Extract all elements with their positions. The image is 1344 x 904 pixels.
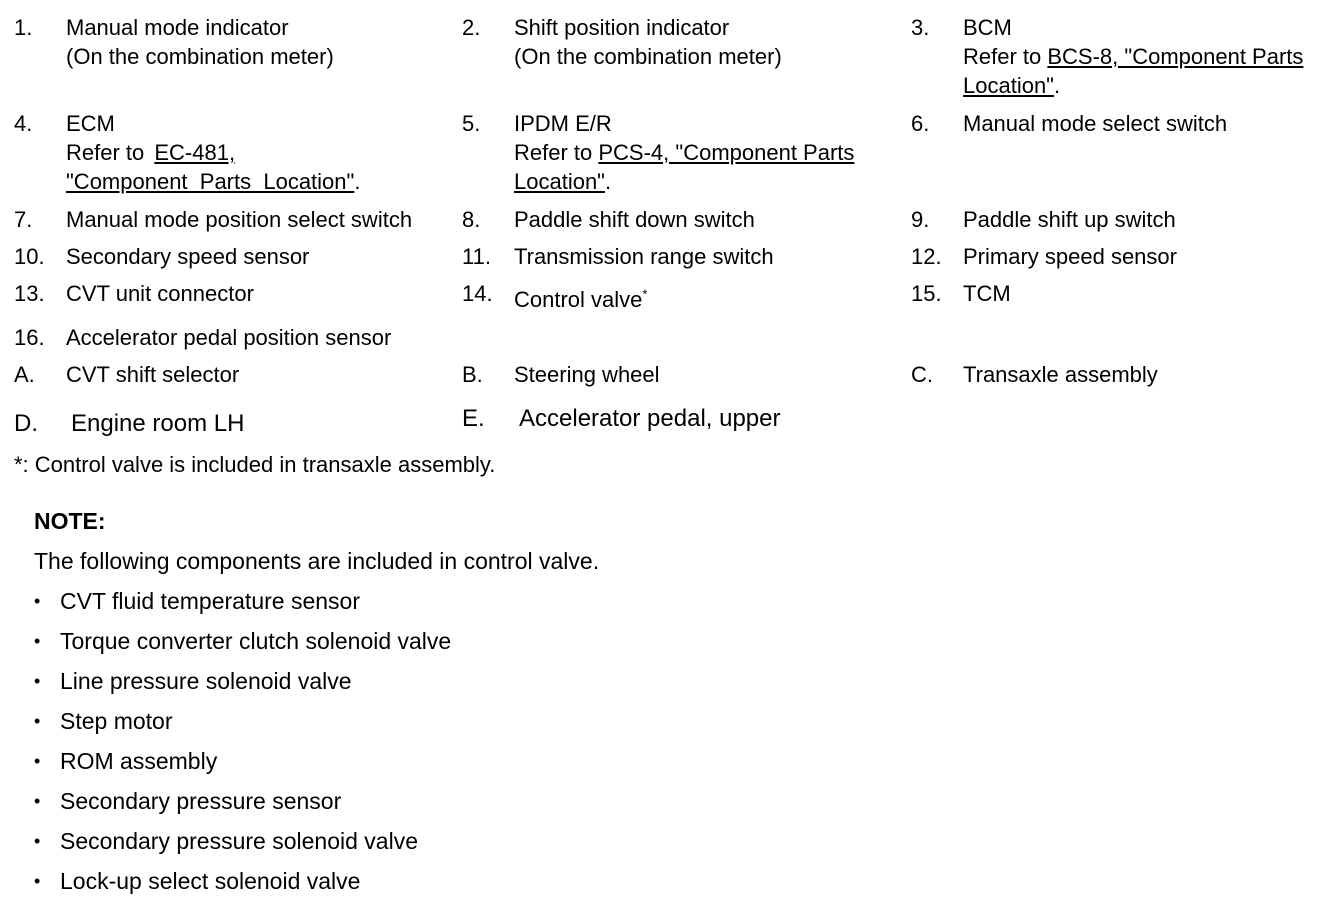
note-list [34,584,599,904]
legend-label: Accelerator pedal, upper [519,405,781,432]
legend-number: 15. [911,281,942,306]
note-intro: The following components are included in control valve. [34,548,600,574]
legend-sublabel: (On the combination meter) [66,44,334,69]
list-item: • ROM assembly [34,744,599,784]
legend-number: 11. [462,244,491,269]
legend-number: 10. [14,244,45,269]
legend-number: 4. [14,111,33,136]
legend-number: 14. [462,281,493,306]
bullet-icon: • [34,591,41,611]
bullet-icon: • [34,671,41,691]
reference-link-ec-481-cont[interactable]: "Component Parts Location" [66,169,355,194]
legend-number: 8. [462,207,481,232]
reference-prefix: Refer to [514,140,599,165]
bullet-icon: • [34,711,41,731]
list-item: • Secondary pressure sensor [34,784,599,824]
reference-prefix: Refer to [66,140,151,165]
legend-number: 3. [911,15,930,40]
bullet-icon: • [34,631,41,651]
legend-label: CVT shift selector [66,362,240,387]
legend-number: 12. [911,244,942,269]
reference-link-bcs-8[interactable]: BCS-8, "Component Parts [1047,44,1304,69]
legend-sublabel: (On the combination meter) [514,44,782,69]
legend-label: BCM [963,15,1012,40]
legend-label: IPDM E/R [514,111,612,136]
list-item: • Lock-up select solenoid valve [34,864,599,904]
list-item: • Secondary pressure solenoid valve [34,824,599,864]
footnote-marker: * [642,286,648,302]
legend-letter: D. [14,410,38,437]
legend-number: 7. [14,207,33,232]
reference-link-bcs-8-cont[interactable]: Location" [963,73,1054,98]
reference-suffix: . [1054,73,1061,98]
legend-label: Manual mode indicator [66,15,289,40]
legend-number: 2. [462,15,481,40]
bullet-icon: • [34,751,41,771]
legend-label: Paddle shift down switch [514,207,755,232]
legend-label: Manual mode select switch [963,111,1228,136]
legend-label: Engine room LH [71,410,245,437]
list-item: • Torque converter clutch solenoid valve [34,624,599,664]
note-section [34,504,599,904]
bullet-icon: • [34,831,41,851]
legend-label: Steering wheel [514,362,660,387]
list-item: • Line pressure solenoid valve [34,664,599,704]
legend-label: Secondary speed sensor [66,244,310,269]
legend-label: Paddle shift up switch [963,207,1176,232]
legend-number: 1. [14,15,33,40]
legend-letter: E. [462,405,485,432]
legend-label: Control valve [514,287,643,312]
legend-letter: B. [462,362,483,387]
reference-link-ec-481[interactable]: EC-481, [154,140,236,165]
legend-label: CVT unit connector [66,281,254,306]
legend-label: Shift position indicator [514,15,730,40]
legend-label: Primary speed sensor [963,244,1177,269]
legend-label: Accelerator pedal position sensor [66,325,392,350]
footnote: *: Control valve is included in transaxle assembly. [14,452,496,477]
legend-letter: A. [14,362,35,387]
reference-suffix: . [605,169,612,194]
reference-link-pcs-4[interactable]: PCS-4, "Component Parts [598,140,855,165]
reference-suffix: . [354,169,361,194]
legend-number: 5. [462,111,481,136]
legend-label: Manual mode position select switch [66,207,413,232]
bullet-icon: • [34,791,41,811]
legend-label: Transaxle assembly [963,362,1158,387]
reference-link-pcs-4-cont[interactable]: Location" [514,169,605,194]
legend-number: 6. [911,111,930,136]
legend-number: 9. [911,207,930,232]
list-item: • Step motor [34,704,599,744]
legend-number: 13. [14,281,45,306]
legend-label: ECM [66,111,115,136]
reference-prefix: Refer to [963,44,1048,69]
note-title: NOTE: [34,508,106,534]
legend-letter: C. [911,362,933,387]
list-item: • CVT fluid temperature sensor [34,584,599,624]
legend-label: Transmission range switch [514,244,774,269]
legend-label: TCM [963,281,1011,306]
bullet-icon: • [34,871,41,891]
legend-number: 16. [14,325,45,350]
